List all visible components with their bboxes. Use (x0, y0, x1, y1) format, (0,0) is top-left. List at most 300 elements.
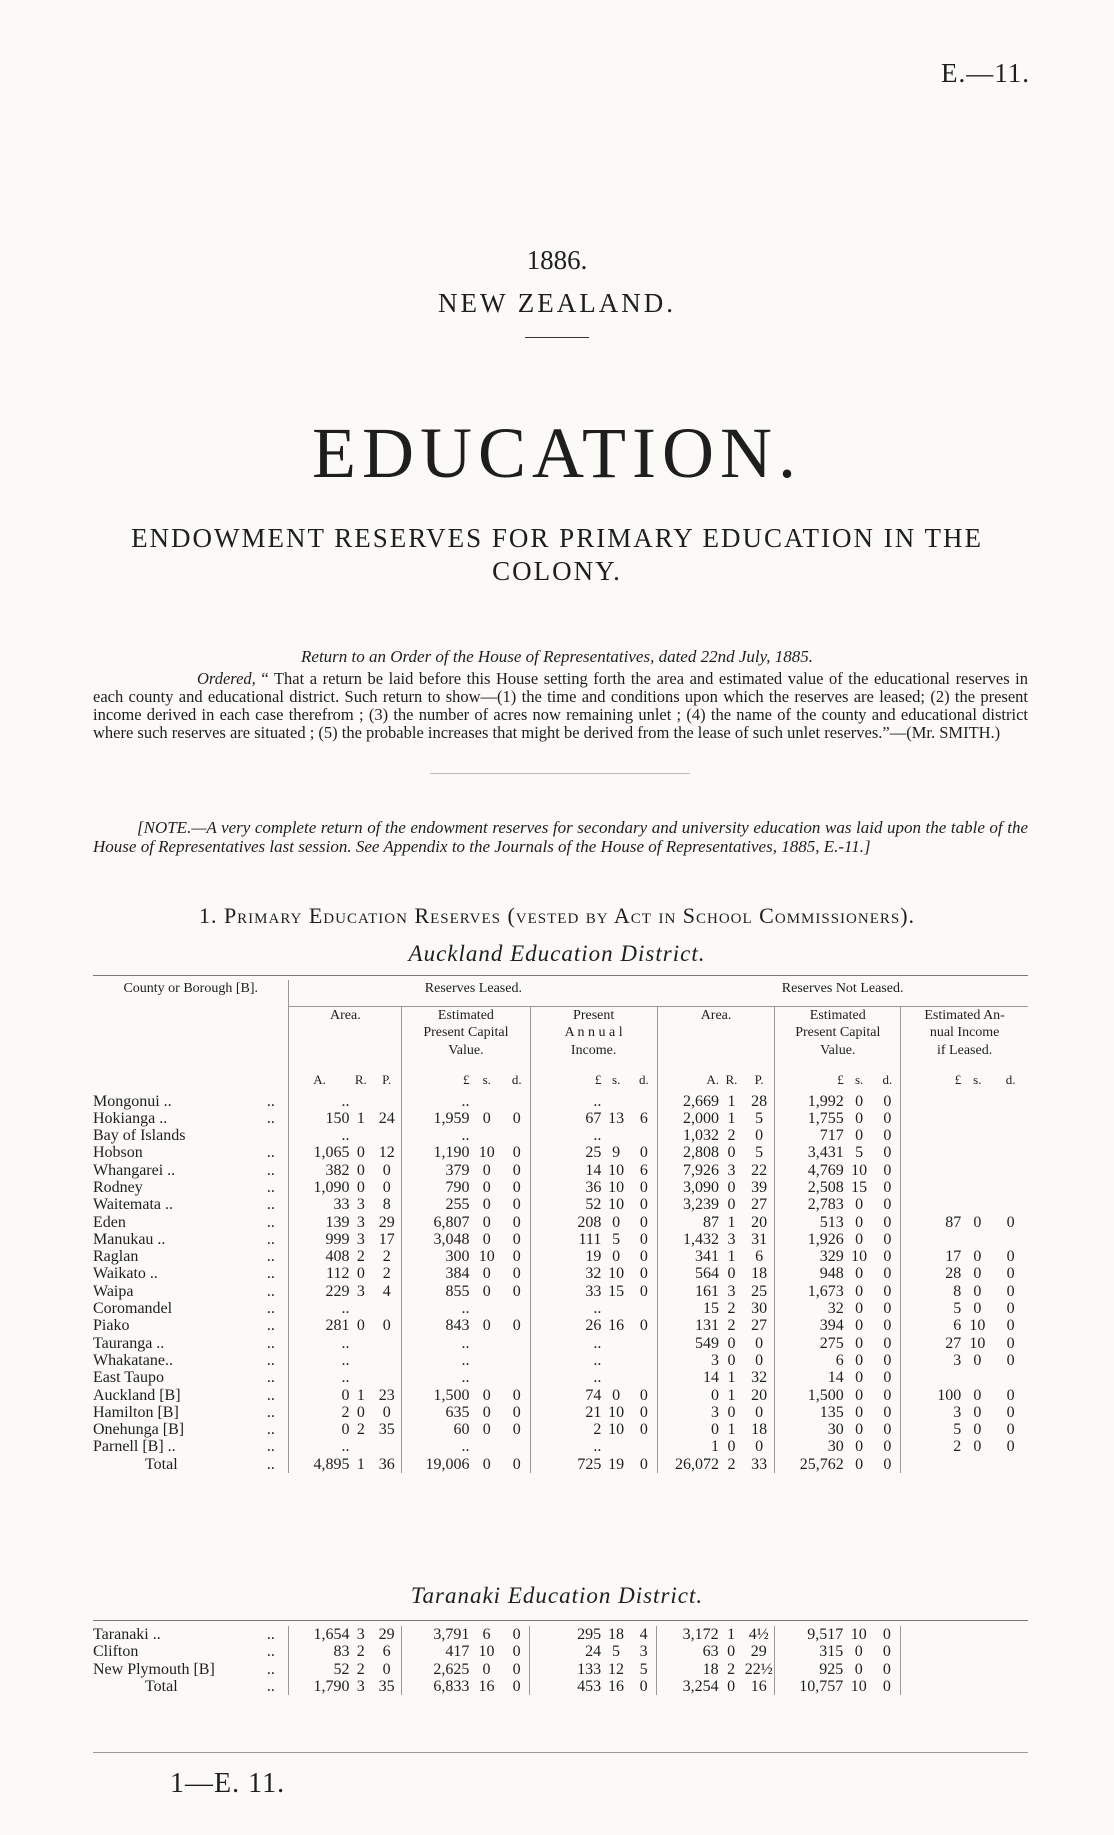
table-cell: 0 (1006, 1300, 1015, 1318)
table-cell (961, 1110, 993, 1127)
table-cell: 2 (593, 1421, 602, 1439)
table-cell (993, 1626, 1028, 1643)
leader-dots: .. (253, 1196, 289, 1213)
table-cell (961, 1369, 993, 1386)
table-cell: 0 (504, 1196, 530, 1213)
table-cell: 2 (341, 1403, 350, 1421)
table-cell: 1,432 (683, 1230, 720, 1248)
table-cell: 0 (855, 1386, 864, 1404)
table-cell: 15 (608, 1282, 625, 1300)
leader-dots: .. (253, 1421, 289, 1438)
table-cell: 19 (585, 1248, 602, 1266)
unit-label: R. (354, 1071, 367, 1087)
column-group-reserves-not-leased: Reserves Not Leased. (657, 980, 1028, 1007)
table-cell: 3,048 (433, 1230, 470, 1248)
leader-dots: .. (253, 1093, 289, 1110)
leader-dots (253, 1127, 289, 1144)
table-cell: 790 (445, 1178, 470, 1196)
auckland-table-body (93, 1093, 1028, 1474)
table-cell: 0 (504, 1162, 530, 1179)
table-cell: 0 (356, 1161, 365, 1179)
unit-label: d. (1005, 1071, 1016, 1087)
table-cell: 0 (631, 1404, 657, 1421)
county-name: Bay of Islands (93, 1127, 186, 1145)
table-cell: 0 (855, 1282, 864, 1300)
header-line: nual Income (929, 1025, 1000, 1041)
table-cell: 0 (973, 1265, 982, 1283)
leader-dots: .. (253, 1643, 289, 1660)
table-cell: 0 (875, 1110, 901, 1127)
table-cell: 0 (1006, 1282, 1015, 1300)
table-cell: 0 (372, 1661, 402, 1678)
table-cell: 0 (727, 1438, 736, 1456)
table-cell: 0 (1006, 1386, 1015, 1404)
county-name: Hokianga .. (93, 1109, 168, 1127)
table-cell: 6 (744, 1248, 775, 1265)
table-cell (350, 1438, 373, 1455)
table-cell: 2,625 (433, 1660, 470, 1678)
table-cell: 1,090 (313, 1178, 350, 1196)
table-cell (993, 1093, 1028, 1110)
table-cell: 15 (851, 1178, 868, 1196)
table-cell: .. (341, 1092, 350, 1110)
table-cell: 9,517 (807, 1626, 844, 1643)
table-cell: 24 (372, 1110, 402, 1127)
table-cell: 2 (372, 1248, 402, 1265)
table-cell (601, 1093, 631, 1110)
table-cell: 0 (875, 1248, 901, 1265)
table-cell: 0 (482, 1213, 491, 1231)
order-paragraph (93, 670, 1028, 742)
country-heading: NEW ZEALAND. (438, 288, 676, 318)
table-cell (470, 1369, 504, 1386)
table-cell: 10 (478, 1643, 495, 1661)
table-cell: 0 (875, 1352, 901, 1369)
column-group-reserves-leased: Reserves Leased. (289, 980, 657, 1007)
table-cell (470, 1335, 504, 1352)
table-cell: 6 (482, 1626, 491, 1643)
table-cell: 10 (850, 1677, 867, 1695)
table-cell (504, 1335, 530, 1352)
table-cell: 0 (1006, 1403, 1015, 1421)
table-cell: 382 (325, 1161, 350, 1179)
table-cell: 843 (445, 1317, 470, 1335)
leader-dots: .. (253, 1678, 289, 1695)
header-line: Income. (570, 1042, 617, 1058)
table-cell: 0 (504, 1265, 530, 1282)
table-cell: 0 (855, 1213, 864, 1231)
total-row (93, 1678, 1028, 1695)
table-cell (961, 1196, 993, 1213)
table-cell: 12 (607, 1660, 624, 1678)
table-cell (631, 1438, 657, 1455)
table-row (93, 1438, 1028, 1455)
column-header-area-unleased: Area. (657, 1007, 775, 1071)
table-cell: 14 (827, 1369, 844, 1387)
table-cell: 0 (482, 1282, 491, 1300)
table-cell (961, 1678, 993, 1695)
table-cell (372, 1352, 402, 1369)
county-name: Rodney (93, 1178, 143, 1196)
county-name: Waitemata .. (93, 1196, 174, 1214)
table-cell (993, 1162, 1028, 1179)
header-line: Estimated (809, 1008, 866, 1023)
table-cell: 3,239 (683, 1196, 720, 1214)
table-cell: 0 (711, 1386, 720, 1404)
table-cell: 0 (372, 1404, 402, 1421)
table-cell: 16 (607, 1677, 624, 1695)
table-cell: 26 (585, 1317, 602, 1335)
table-cell: 0 (631, 1265, 657, 1282)
table-cell: 131 (695, 1317, 720, 1335)
leader-dots: .. (253, 1179, 289, 1196)
table-cell: .. (461, 1127, 470, 1145)
table-cell: 0 (855, 1351, 864, 1369)
table-cell: 33 (585, 1282, 602, 1300)
table-cell: 0 (504, 1144, 530, 1161)
table-cell: 0 (973, 1282, 982, 1300)
table-cell (504, 1369, 530, 1386)
county-name: Waikato .. (93, 1265, 158, 1283)
table-cell: 1,032 (683, 1127, 720, 1145)
table-cell: 0 (356, 1403, 365, 1421)
table-cell: 17 (945, 1248, 962, 1266)
table-cell: 83 (333, 1643, 350, 1661)
county-name: Auckland [B] (93, 1386, 181, 1404)
table-cell: 22 (744, 1162, 775, 1179)
table-cell: 2,669 (683, 1092, 720, 1110)
table-cell (631, 1127, 657, 1144)
column-header-annual-income (530, 1007, 657, 1071)
table-cell (504, 1300, 530, 1317)
table-cell: 18 (607, 1626, 624, 1643)
table-cell: 0 (973, 1386, 982, 1404)
table-cell: .. (341, 1127, 350, 1145)
table-cell: 133 (577, 1660, 602, 1678)
table-cell (993, 1456, 1028, 1473)
table-cell (372, 1438, 402, 1455)
table-cell (901, 1369, 962, 1386)
table-cell: 0 (1006, 1265, 1015, 1283)
table-cell: 19 (608, 1455, 625, 1473)
table-cell: 0 (504, 1643, 530, 1660)
table-cell: 0 (631, 1248, 657, 1265)
table-cell: 315 (819, 1643, 844, 1661)
table-cell: 2,508 (807, 1178, 844, 1196)
table-cell: 3 (356, 1282, 365, 1300)
table-cell: 6 (631, 1110, 657, 1127)
table-cell: 3,791 (433, 1626, 470, 1643)
table-cell: 1,790 (313, 1677, 350, 1695)
county-name: Hamilton [B] (93, 1403, 179, 1421)
leader-dots: .. (253, 1231, 289, 1248)
table-cell: 717 (819, 1127, 844, 1145)
table-cell (900, 1643, 961, 1660)
table-cell (993, 1179, 1028, 1196)
table-cell (631, 1093, 657, 1110)
table-cell: 0 (482, 1230, 491, 1248)
unit-label: s. (482, 1071, 491, 1087)
table-cell: 6 (631, 1162, 657, 1179)
table-cell: 135 (819, 1403, 844, 1421)
leader-dots: .. (253, 1248, 289, 1265)
table-cell: 29 (372, 1626, 402, 1643)
table-cell: 2 (727, 1317, 736, 1335)
table-cell: 417 (445, 1643, 470, 1661)
table-cell: 329 (819, 1248, 844, 1266)
table-cell (470, 1127, 504, 1144)
county-name: Clifton (93, 1643, 139, 1661)
table-cell: 2,783 (807, 1196, 844, 1214)
county-name: New Plymouth [B] (93, 1660, 215, 1678)
table-cell: 27 (744, 1196, 775, 1213)
table-cell (993, 1678, 1028, 1695)
table-cell: 0 (855, 1127, 864, 1145)
table-cell (601, 1335, 631, 1352)
table-row (93, 1283, 1028, 1300)
table-cell: 1 (356, 1386, 365, 1404)
table-cell: 0 (1006, 1351, 1015, 1369)
table-cell: 35 (372, 1421, 402, 1438)
table-cell (993, 1231, 1028, 1248)
table-cell: 948 (819, 1265, 844, 1283)
table-cell: 3 (727, 1230, 736, 1248)
table-cell: 1 (727, 1213, 736, 1231)
table-cell: 1 (727, 1092, 736, 1110)
table-cell: 0 (855, 1265, 864, 1283)
table-cell: 0 (631, 1144, 657, 1161)
table-cell: 30 (827, 1421, 844, 1439)
table-cell (993, 1144, 1028, 1161)
table-cell: 1 (711, 1438, 720, 1456)
table-cell: 20 (744, 1387, 775, 1404)
table-cell: 0 (854, 1660, 863, 1678)
table-cell (901, 1231, 962, 1248)
table-row (93, 1248, 1028, 1265)
table-cell: 0 (482, 1265, 491, 1283)
table-cell: 14 (703, 1369, 720, 1387)
table-cell: 4,769 (807, 1161, 844, 1179)
unit-label: d. (875, 1071, 901, 1093)
section-parenthetical: (vested by Act in School Commissioners). (507, 903, 916, 928)
table-cell: 0 (482, 1196, 491, 1214)
column-header-income-if-leased (901, 1007, 1028, 1071)
table-cell: .. (593, 1092, 602, 1110)
table-cell: .. (341, 1300, 350, 1318)
table-cell: 30 (744, 1300, 775, 1317)
table-cell (470, 1438, 504, 1455)
table-cell: 384 (445, 1265, 470, 1283)
table-cell: 855 (445, 1282, 470, 1300)
table-cell (993, 1110, 1028, 1127)
table-cell (901, 1196, 962, 1213)
table-cell: 0 (875, 1283, 901, 1300)
table-cell: 39 (744, 1179, 775, 1196)
return-order-line: Return to an Order of the House of Representatives, dated 22nd July, 1885. (301, 647, 813, 666)
table-cell: .. (593, 1334, 602, 1352)
table-cell: .. (461, 1369, 470, 1387)
table-cell: 0 (727, 1196, 736, 1214)
table-cell: 0 (482, 1421, 491, 1439)
table-cell: 0 (875, 1369, 901, 1386)
table-cell: 0 (875, 1162, 901, 1179)
leader-dots: .. (253, 1369, 289, 1386)
table-cell: 0 (504, 1387, 530, 1404)
table-cell: 0 (744, 1352, 775, 1369)
county-name: Tauranga .. (93, 1334, 165, 1352)
table-cell (961, 1456, 993, 1473)
table-cell: 33 (333, 1196, 350, 1214)
table-cell: 20 (744, 1214, 775, 1231)
table-cell: 6 (953, 1317, 962, 1335)
table-cell (504, 1093, 530, 1110)
table-row (93, 1421, 1028, 1438)
table-cell: 7,926 (683, 1161, 720, 1179)
table-cell: 0 (744, 1438, 775, 1455)
order-text: “ That a return be laid before this House setting forth the area and estimated value of the educational reserves in each county and educational district. Such return to show—(1) the time and conditions upon which the reserves are leased; (2) the present income derived in each case therefrom ; (3) the number of acres now remaining unlet ; (4) the name of the county and educational district where such reserves are situated ; (5) the probable increases that might be derived from the lease of such unlet reserves.”—(Mr. SMITH.) (93, 669, 1028, 742)
table-cell: 0 (356, 1265, 365, 1283)
table-cell (631, 1300, 657, 1317)
table-cell: 0 (727, 1351, 736, 1369)
header-line: Estimated An- (924, 1008, 1005, 1023)
table-cell: 0 (631, 1231, 657, 1248)
table-cell: 0 (631, 1387, 657, 1404)
table-cell: 25,762 (799, 1455, 844, 1473)
table-cell: 0 (1006, 1317, 1015, 1335)
table-cell: 453 (577, 1677, 602, 1695)
county-name: Parnell [B] .. (93, 1438, 176, 1456)
table-cell: .. (341, 1351, 350, 1369)
table-cell: 5 (611, 1643, 620, 1661)
unit-label: P. (744, 1071, 775, 1093)
table-cell: 3,254 (682, 1677, 719, 1695)
table-cell: 635 (445, 1403, 470, 1421)
table-cell: 5 (631, 1661, 657, 1678)
county-name: Coromandel (93, 1300, 173, 1318)
table-cell: 6 (835, 1351, 844, 1369)
table-cell: 16 (608, 1317, 625, 1335)
table-cell: 5 (953, 1421, 962, 1439)
table-cell: 564 (695, 1265, 720, 1283)
table-cell: 0 (855, 1334, 864, 1352)
table-cell: 0 (855, 1369, 864, 1387)
table-cell (961, 1162, 993, 1179)
table-cell (601, 1352, 631, 1369)
table-cell: 999 (325, 1230, 350, 1248)
leader-dots: .. (253, 1661, 289, 1678)
table-cell: 0 (874, 1678, 900, 1695)
section-number: 1. (198, 903, 218, 928)
table-cell (901, 1162, 962, 1179)
table-cell: 4,895 (313, 1455, 350, 1473)
table-cell: 2 (727, 1300, 736, 1318)
page-reference: E.—11. (941, 58, 1030, 88)
table-cell: 0 (631, 1678, 657, 1695)
table-cell: 23 (372, 1387, 402, 1404)
table-cell: 52 (333, 1660, 350, 1678)
section-word: Primary (223, 903, 303, 928)
table-cell: 0 (482, 1386, 491, 1404)
table-cell: 1,500 (807, 1386, 844, 1404)
table-cell: .. (593, 1300, 602, 1318)
table-cell: 0 (482, 1403, 491, 1421)
county-name: Hobson (93, 1144, 143, 1162)
table-cell (504, 1127, 530, 1144)
table-cell: 1,654 (313, 1626, 350, 1643)
table-cell: 3 (631, 1643, 657, 1660)
table-cell: 255 (445, 1196, 470, 1214)
table-cell (372, 1335, 402, 1352)
table-cell: 0 (875, 1214, 901, 1231)
leader-dots: .. (253, 1265, 289, 1282)
table-cell: 3 (727, 1282, 736, 1300)
section-word: Education (308, 903, 408, 928)
table-cell: 1 (727, 1109, 736, 1127)
table-cell: 0 (727, 1144, 736, 1162)
section-word: Reserves (414, 903, 501, 928)
table-cell: 0 (855, 1421, 864, 1439)
header-line: Value. (448, 1042, 484, 1058)
table-cell: 36 (585, 1178, 602, 1196)
leader-dots: .. (253, 1387, 289, 1404)
table-cell: 3 (356, 1230, 365, 1248)
table-cell (350, 1093, 373, 1110)
table-cell: .. (593, 1351, 602, 1369)
table-cell: 394 (819, 1317, 844, 1335)
table-cell: 32 (744, 1369, 775, 1386)
table-cell: 10 (608, 1403, 625, 1421)
table-row (93, 1643, 1028, 1660)
table-cell: 0 (504, 1678, 530, 1695)
table-cell: 0 (631, 1421, 657, 1438)
table-cell: 74 (585, 1386, 602, 1404)
table-cell: 1 (356, 1455, 365, 1473)
table-cell: 1,190 (433, 1144, 470, 1162)
table-cell (900, 1661, 961, 1678)
table-cell: 0 (356, 1144, 365, 1162)
auckland-district-title: Auckland Education District. (408, 941, 706, 966)
table-cell: 26,072 (675, 1455, 720, 1473)
table-cell: 2,808 (683, 1144, 720, 1162)
table-cell: 0 (612, 1386, 621, 1404)
table-cell: 8 (953, 1282, 962, 1300)
table-cell: 10 (478, 1144, 495, 1162)
table-cell: 379 (445, 1161, 470, 1179)
table-cell (961, 1144, 993, 1161)
table-cell: 1 (727, 1386, 736, 1404)
table-cell: 2 (356, 1660, 365, 1678)
table-cell: 0 (1006, 1213, 1015, 1231)
table-cell: 0 (855, 1317, 864, 1335)
taranaki-district-title: Taranaki Education District. (410, 1583, 704, 1608)
table-row (93, 1179, 1028, 1196)
table-cell: 0 (482, 1178, 491, 1196)
auckland-table-wrap (93, 980, 1028, 1473)
table-cell: 1 (356, 1109, 365, 1127)
table-cell (470, 1300, 504, 1317)
table-row (93, 1626, 1028, 1643)
table-cell: 0 (875, 1265, 901, 1282)
leader-dots: .. (253, 1300, 289, 1317)
column-header-capital-value (402, 1007, 530, 1071)
table-cell: 5 (612, 1230, 621, 1248)
table-cell: 5 (744, 1110, 775, 1127)
table-cell: 0 (631, 1196, 657, 1213)
table-cell: 1 (727, 1369, 736, 1387)
table-cell: 0 (631, 1179, 657, 1196)
table-cell (901, 1179, 962, 1196)
table-cell: 22½ (744, 1660, 773, 1678)
